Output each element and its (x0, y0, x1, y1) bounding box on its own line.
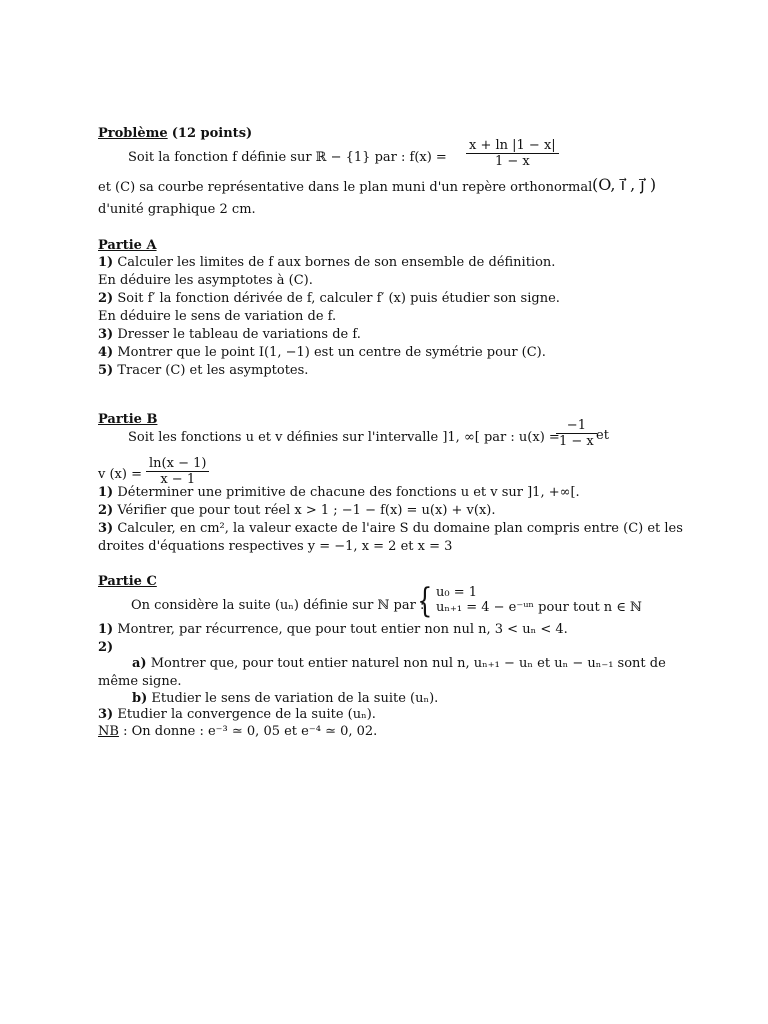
problem-points: (12 points) (171, 126, 253, 141)
question-line (98, 327, 361, 343)
q3-text: Etudier la convergence de la suite (uₙ). (117, 707, 376, 722)
problem-intro-line2: et (C) sa courbe représentative dans le plan muni d'un repère orthonormal (98, 180, 593, 195)
problem-title: Problème (98, 126, 168, 141)
question-line (98, 363, 308, 379)
nb-label: NB (98, 724, 119, 739)
v-numerator: ln(x − 1) (146, 456, 209, 472)
u-denominator: 1 − x (559, 434, 594, 449)
f-numerator: x + ln |1 − x| (466, 138, 559, 154)
system-brace: { (417, 581, 433, 621)
q2b-text: Etudier le sens de variation de la suite (uₙ). (151, 691, 439, 706)
partie-c-q2b (132, 691, 438, 707)
question-text: Dresser le tableau de variations de f. (117, 327, 361, 342)
partie-b-intro-et: et (596, 428, 609, 443)
question-text: En déduire le sens de variation de f. (98, 309, 337, 324)
question-line (98, 345, 546, 361)
question-text: Soit f′ la fonction dérivée de f, calculer f′ (x) puis étudier son signe. (117, 291, 560, 306)
question-number: 1) (98, 255, 114, 270)
question-text: Montrer que le point I(1, −1) est un centre de symétrie pour (C). (117, 345, 546, 360)
question-text: En déduire les asymptotes à (C). (98, 273, 313, 288)
problem-heading (98, 126, 252, 142)
question-text: Vérifier que pour tout réel x > 1 ; −1 − f(x) = u(x) + v(x). (117, 503, 496, 518)
repere-notation: (O, i⃗ , j⃗ ) (592, 175, 657, 194)
question-number: 1) (98, 485, 114, 500)
f-denominator: 1 − x (494, 154, 530, 169)
partie-b-intro: Soit les fonctions u et v définies sur l'intervalle ]1, ∞[ par : u(x) = (128, 430, 560, 445)
question-number: 4) (98, 345, 114, 360)
partie-b-title: Partie B (98, 412, 158, 427)
question-line (98, 485, 580, 501)
problem-intro-line3: d'unité graphique 2 cm. (98, 202, 256, 217)
v-definition: v (x) = (98, 467, 142, 482)
q2a-label: a) (132, 656, 147, 671)
partie-c-title: Partie C (98, 574, 157, 589)
question-line (98, 255, 555, 271)
q1-number: 1) (98, 622, 114, 637)
partie-a-title: Partie A (98, 238, 157, 253)
partie-c-q3 (98, 707, 376, 723)
question-number: 5) (98, 363, 114, 378)
partie-c-q2 (98, 640, 113, 656)
question-number: 2) (98, 503, 114, 518)
q2b-label: b) (132, 691, 148, 706)
system-line-1: u₀ = 1 (436, 585, 478, 600)
question-text: Déterminer une primitive de chacune des fonctions u et v sur ]1, +∞[. (117, 485, 580, 500)
q2-number: 2) (98, 640, 114, 655)
partie-c-q1 (98, 622, 568, 638)
q2a-text: Montrer que, pour tout entier naturel non nul n, uₙ₊₁ − uₙ et uₙ − uₙ₋₁ sont de (150, 656, 666, 671)
question-line (98, 273, 313, 289)
nb-note (98, 724, 377, 740)
question-line (98, 503, 496, 519)
question-line (98, 309, 336, 325)
question-text: Calculer les limites de f aux bornes de son ensemble de définition. (117, 255, 556, 270)
question-line (98, 539, 452, 555)
partie-c-intro: On considère la suite (uₙ) définie sur ℕ par : (131, 598, 425, 613)
u-fraction (556, 418, 597, 449)
partie-c-q2a (132, 656, 666, 672)
question-number: 2) (98, 291, 114, 306)
nb-text: : On donne : e⁻³ ≃ 0, 05 et e⁻⁴ ≃ 0, 02. (123, 724, 378, 739)
q2a-continuation: même signe. (98, 674, 182, 689)
q3-number: 3) (98, 707, 114, 722)
v-denominator: x − 1 (160, 472, 196, 487)
question-number: 3) (98, 327, 114, 342)
question-line (98, 291, 560, 307)
f-fraction (466, 138, 559, 169)
question-text: Tracer (C) et les asymptotes. (117, 363, 309, 378)
v-fraction (146, 456, 209, 487)
q1-text: Montrer, par récurrence, que pour tout entier non nul n, 3 < uₙ < 4. (117, 622, 568, 637)
problem-intro: Soit la fonction f définie sur ℝ − {1} par : f(x) = (128, 150, 447, 165)
question-text: Calculer, en cm², la valeur exacte de l'aire S du domaine plan compris entre (C) et les (117, 521, 683, 536)
u-numerator: −1 (556, 418, 597, 434)
question-number: 3) (98, 521, 114, 536)
question-line (98, 521, 683, 537)
question-text: droites d'équations respectives y = −1, x = 2 et x = 3 (98, 539, 453, 554)
system-line-2: uₙ₊₁ = 4 − e⁻ᵘⁿ pour tout n ∈ ℕ (436, 600, 642, 615)
